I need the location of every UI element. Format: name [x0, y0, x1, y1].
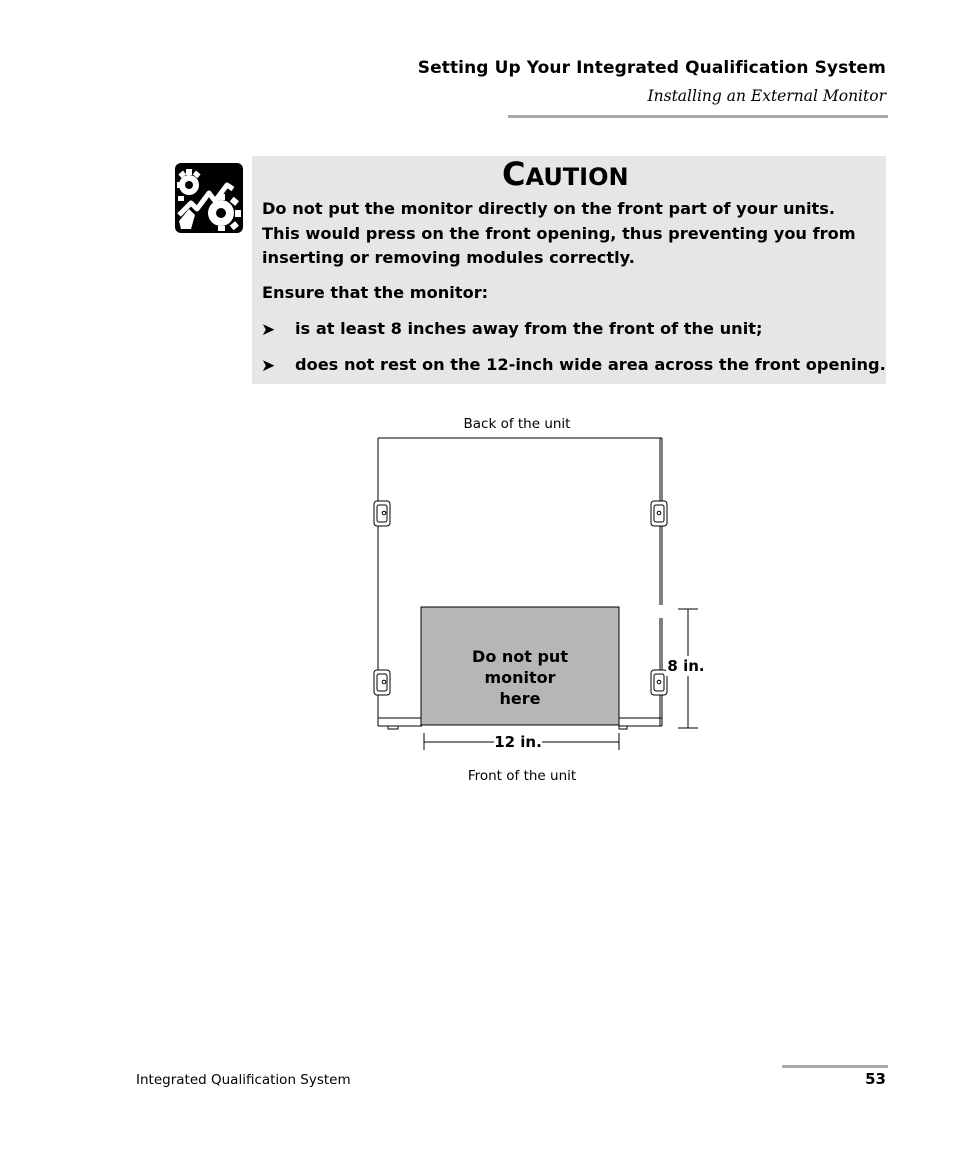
width-dimension-label: 12 in. [494, 733, 542, 751]
front-of-unit-label: Front of the unit [467, 768, 577, 784]
bullet-arrow-icon: ➤ [261, 320, 276, 340]
no-monitor-zone-label-2: monitor [484, 668, 556, 687]
footer-title: Integrated Qualification System [136, 1072, 351, 1088]
page-number: 53 [865, 1070, 886, 1088]
back-of-unit-label: Back of the unit [463, 416, 571, 432]
page-header-title: Setting Up Your Integrated Qualification System [417, 58, 886, 78]
no-monitor-zone-label-3: here [499, 689, 541, 708]
no-monitor-zone-label-1: Do not put [472, 647, 568, 666]
footer-rule [782, 1065, 888, 1068]
bullet-arrow-icon: ➤ [261, 356, 276, 376]
caution-paragraph: Do not put the monitor directly on the front part of your units. This would press on the front opening, thus preventing you from inserting or removing modules correctly. [262, 199, 856, 267]
caution-title-initial: C [502, 155, 526, 193]
unit-handle [651, 501, 667, 526]
unit-handle [374, 670, 390, 695]
unit-handle [651, 670, 667, 695]
caution-bullet-1: is at least 8 inches away from the front of the unit; [295, 319, 763, 338]
page-header-subtitle: Installing an External Monitor [647, 87, 886, 105]
caution-ensure-text: Ensure that the monitor: [262, 283, 489, 302]
depth-dimension-label: 8 in. [667, 657, 705, 675]
caution-title-rest: AUTION [525, 163, 629, 191]
unit-handle [374, 501, 390, 526]
caution-bullet-2: does not rest on the 12-inch wide area across the front opening. [295, 355, 886, 374]
